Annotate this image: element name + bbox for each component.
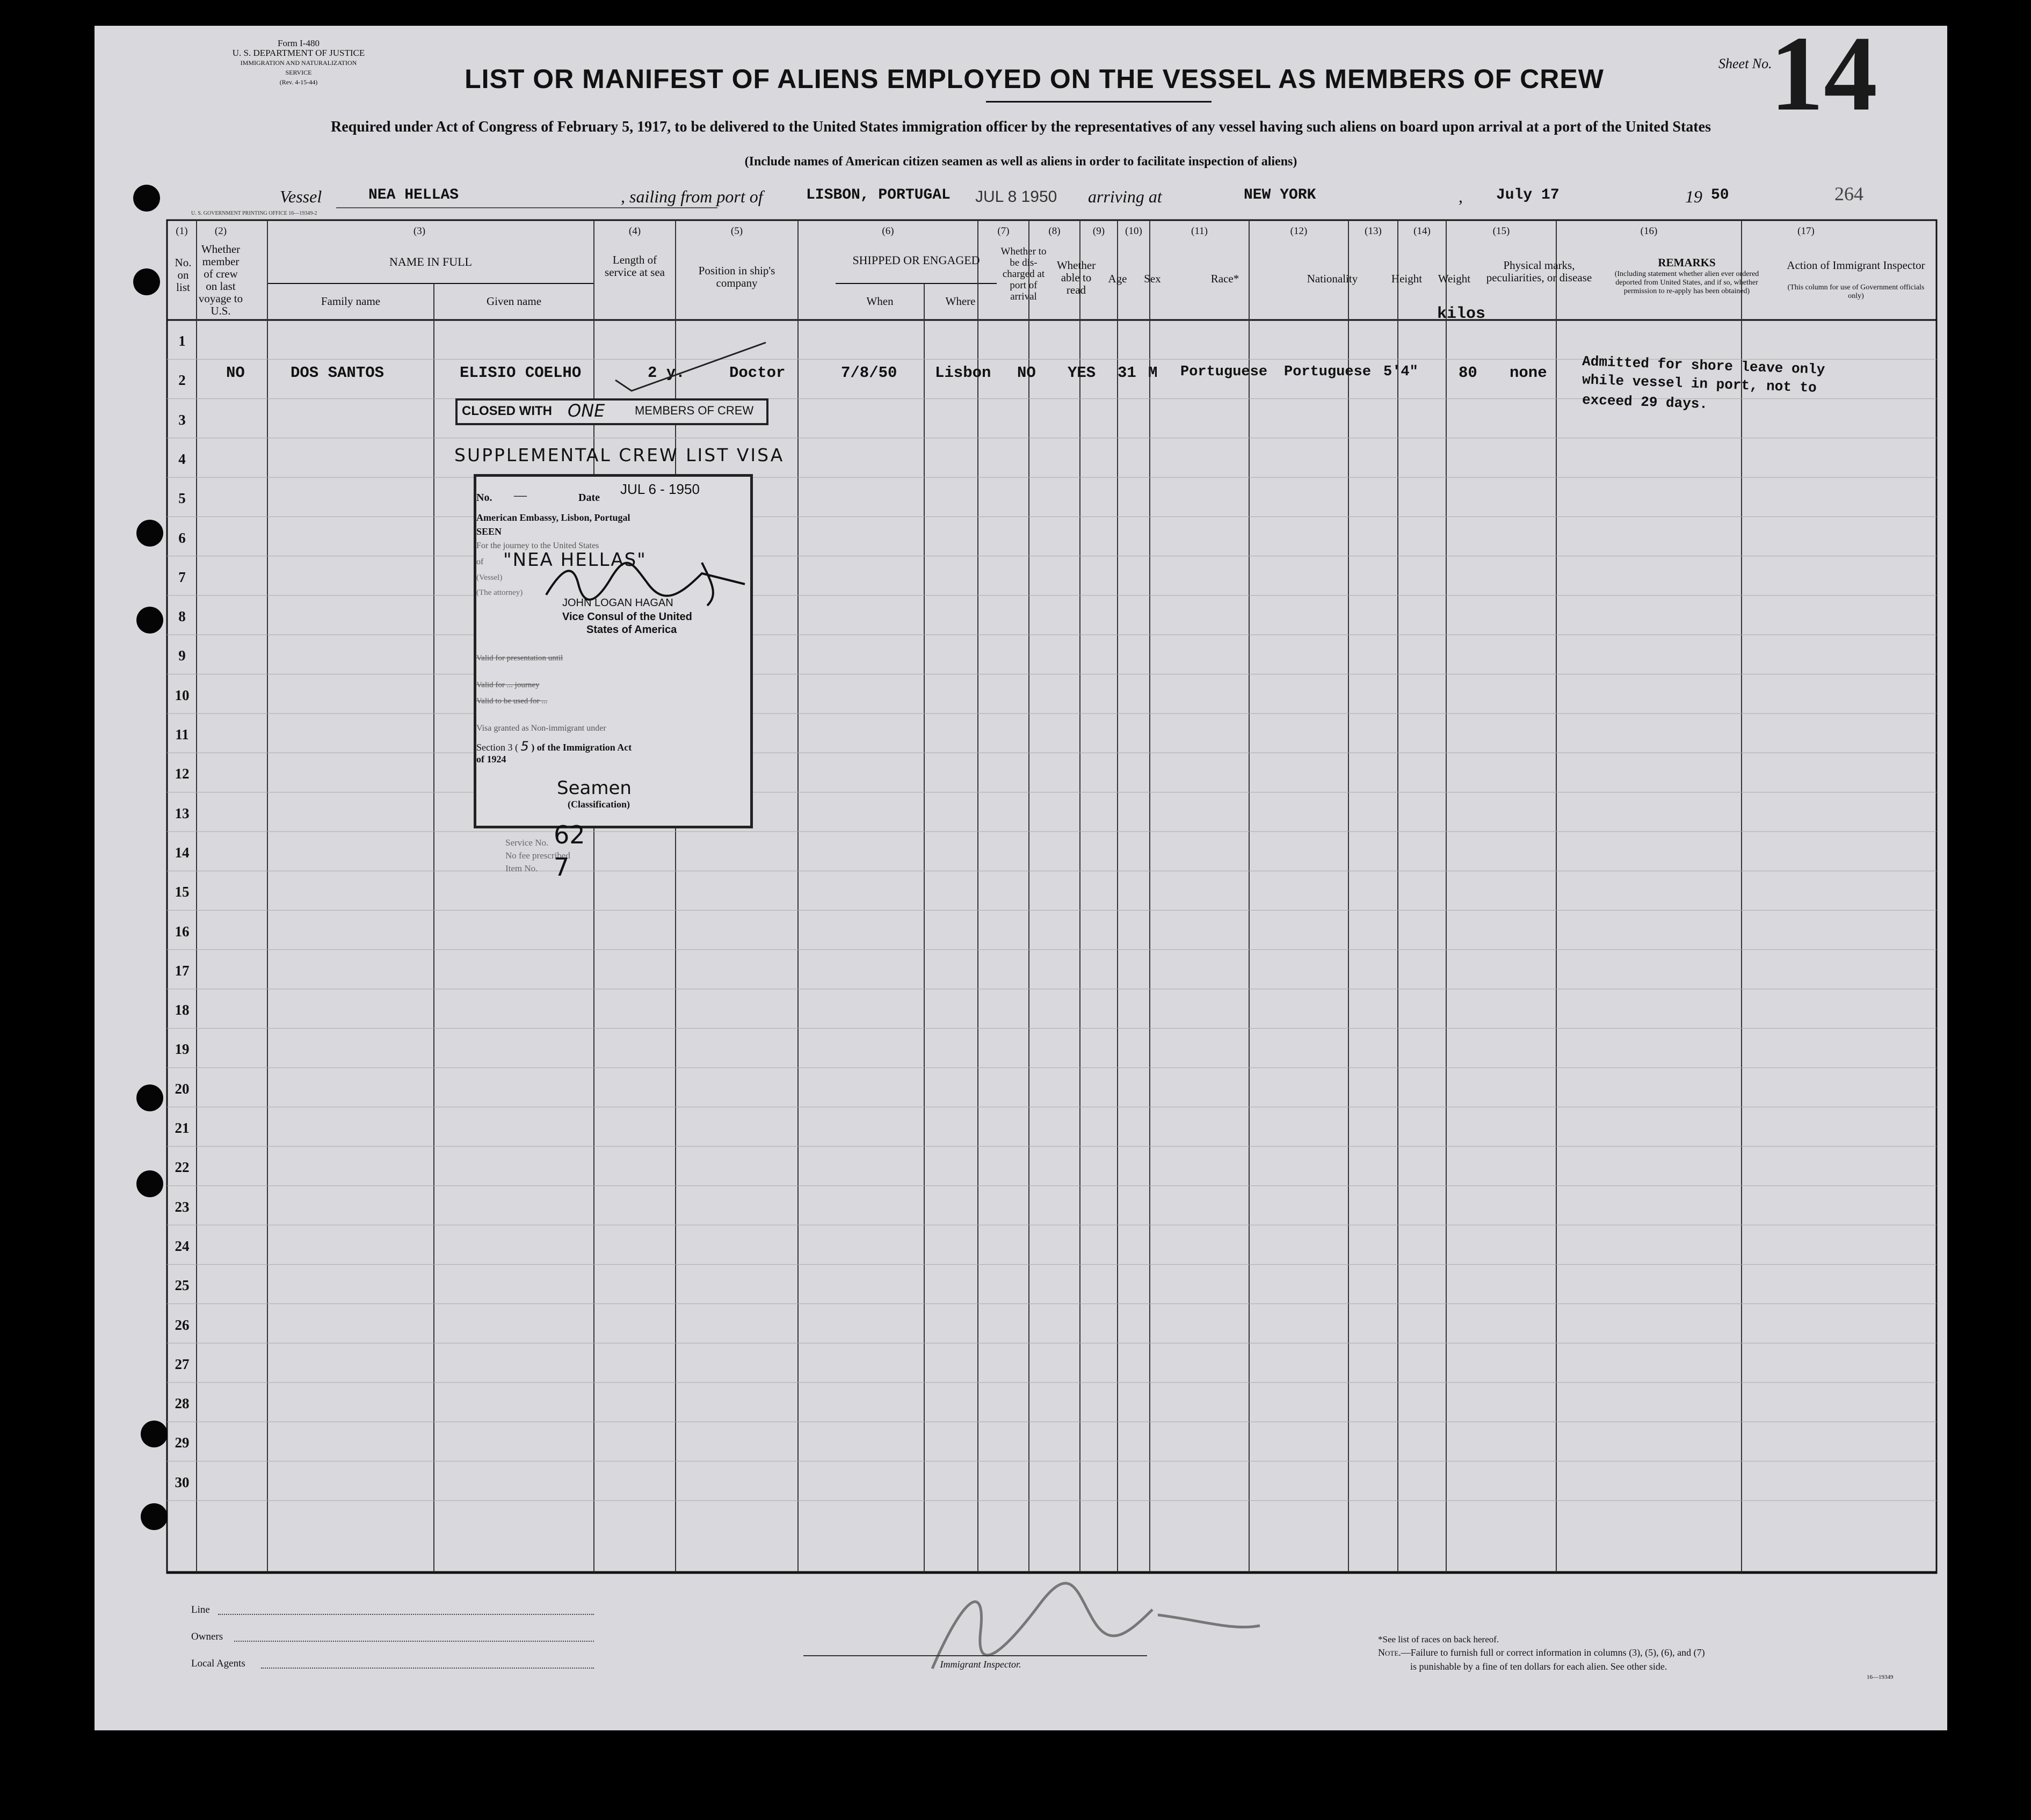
visa-admit-1: Visa granted as Non-immigrant under — [476, 724, 606, 733]
page-number: 264 — [1834, 183, 1863, 205]
row-number: 20 — [175, 1080, 190, 1097]
service-fee: No fee prescribed — [505, 850, 570, 861]
discharged-value: NO — [1017, 364, 1036, 382]
footer-owners-label: Owners — [191, 1631, 223, 1642]
row-number: 7 — [178, 569, 186, 585]
vessel-name: NEA HELLAS — [368, 187, 459, 203]
footer-owners-rule — [234, 1641, 594, 1642]
header-race: Race* — [1210, 272, 1239, 285]
row-number: 6 — [178, 529, 186, 546]
fine-note-1 — [1378, 1647, 1705, 1658]
service-name: IMMIGRATION AND NATURALIZATION SERVICE — [240, 59, 357, 76]
visa-classification: Seamen — [557, 777, 632, 799]
visa-admit-3: of 1924 — [476, 754, 506, 765]
consul-title-1: Vice Consul of the United — [562, 611, 692, 623]
binder-hole — [141, 1503, 168, 1530]
row-number: 13 — [175, 805, 190, 821]
column-number: (16) — [1640, 225, 1658, 237]
port-from: LISBON, PORTUGAL — [806, 187, 951, 203]
column-number: (13) — [1365, 225, 1382, 237]
visa-vessel-caption: (Vessel) — [476, 573, 503, 582]
row-number: 27 — [175, 1356, 190, 1372]
column-number: (10) — [1125, 225, 1142, 237]
closed-with-stamp — [455, 398, 768, 425]
row-number: 17 — [175, 962, 190, 979]
row-number: 11 — [175, 726, 189, 742]
row-number: 5 — [178, 490, 186, 507]
races-note: *See list of races on back hereof. — [1378, 1634, 1499, 1644]
visa-heading: SUPPLEMENTAL CREW LIST VISA — [454, 445, 785, 465]
given-name-value: ELISIO COELHO — [460, 364, 582, 382]
row-number: 14 — [175, 844, 190, 861]
length-service-value: 2 y. — [648, 364, 685, 382]
service-no-value: 62 — [554, 820, 585, 849]
row-number: 28 — [175, 1395, 190, 1412]
header-discharged: Whether to be dis-charged at port of arrival — [1000, 246, 1047, 302]
read-value: YES — [1068, 364, 1096, 382]
row-number: 21 — [175, 1120, 190, 1136]
visa-seen: SEEN — [476, 526, 502, 537]
page-title: LIST OR MANIFEST OF ALIENS EMPLOYED ON THE VESSEL AS MEMBERS OF CREW — [465, 64, 1604, 94]
binder-hole — [136, 1084, 163, 1111]
department: U. S. DEPARTMENT OF JUSTICE — [232, 48, 365, 58]
binder-hole — [133, 268, 160, 295]
visa-struck-1: Valid for presentation until — [476, 654, 563, 663]
family-name-value: DOS SANTOS — [291, 364, 385, 382]
inspector-label: Immigrant Inspector. — [940, 1659, 1021, 1670]
header-age: Age — [1108, 272, 1127, 285]
member-prev-value: NO — [226, 364, 245, 382]
visa-stamp — [474, 474, 753, 828]
sex-value: M — [1148, 364, 1158, 382]
column-number: (17) — [1797, 225, 1815, 237]
position-value: Doctor — [729, 364, 786, 382]
row-number: 2 — [178, 372, 186, 389]
header-position: Position in ship's company — [698, 264, 775, 289]
row-number: 10 — [175, 687, 190, 703]
visa-no-label: No. — [476, 492, 492, 504]
sheet-number: 14 — [1770, 14, 1877, 133]
form-id: Form I-480 — [278, 38, 320, 48]
row-number: 4 — [178, 450, 186, 467]
header-read: Whether able to read — [1056, 259, 1096, 296]
page-subtitle: Required under Act of Congress of February 5, 1917, to be delivered to the United States immigration officer by the representatives of any vessel having such aliens on board upon arrival at a port of the United States — [331, 119, 1711, 135]
header-no-on-list: No. on list — [175, 256, 192, 294]
binder-hole — [133, 185, 160, 212]
nationality-value: Portuguese — [1284, 364, 1372, 380]
header-shipped: SHIPPED OR ENGAGED — [852, 253, 980, 267]
header-nationality: Nationality — [1307, 272, 1358, 285]
note-label: Note. — [1378, 1647, 1401, 1658]
visa-journey: For the journey to the United States — [476, 541, 599, 550]
remarks-line-3: exceed 29 days. — [1582, 391, 1708, 413]
port-to: NEW YORK — [1244, 187, 1316, 203]
visa-admit-class: 5 — [520, 739, 529, 754]
column-number: (4) — [628, 225, 641, 237]
column-number: (1) — [176, 225, 188, 237]
column-number: (11) — [1191, 225, 1208, 237]
footer-line-label: Line — [191, 1604, 210, 1615]
row-number: 30 — [175, 1474, 190, 1490]
header-where: Where — [945, 295, 976, 308]
include-note: (Include names of American citizen seamen as well as aliens in order to facilitate inspection of aliens) — [744, 155, 1297, 169]
header-when: When — [866, 295, 894, 308]
manifest-sheet — [95, 14, 1947, 1730]
closed-count: ONE — [568, 401, 605, 421]
binder-hole — [136, 1170, 163, 1197]
printing-office: U. S. GOVERNMENT PRINTING OFFICE 16—19349-2 — [191, 210, 317, 216]
visa-no-value: — — [514, 489, 527, 503]
visa-classification-label: (Classification) — [568, 799, 630, 810]
header-action-sub: (This column for use of Government officials only) — [1787, 283, 1925, 300]
row-number: 23 — [175, 1198, 190, 1215]
vessel-label: Vessel — [280, 187, 322, 206]
arriving-label: arriving at — [1088, 187, 1162, 206]
binder-hole — [136, 607, 163, 634]
row-number: 29 — [175, 1435, 190, 1451]
visa-struck-2: Valid for ... journey — [476, 681, 540, 689]
column-number: (2) — [214, 225, 227, 237]
header-weight: Weight — [1438, 272, 1471, 285]
row-number: 15 — [175, 884, 190, 900]
consul-title-2: States of America — [586, 624, 677, 636]
column-number: (7) — [997, 225, 1010, 237]
row-number: 9 — [178, 647, 186, 664]
visa-struck-3: Valid to be used for ... — [476, 697, 548, 705]
visa-of-label: of — [476, 557, 484, 566]
when-value: 7/8/50 — [841, 364, 897, 382]
binder-hole — [141, 1421, 168, 1447]
visa-date-label: Date — [578, 492, 600, 504]
footer-line-rule — [218, 1614, 594, 1615]
visa-admit-act: ) of the Immigration Act — [531, 742, 632, 753]
remarks-line-2: while vessel in port, not to — [1582, 372, 1817, 396]
row-number: 12 — [175, 766, 190, 782]
header-member-prev: Whether member of crew on last voyage to U.S. — [198, 243, 243, 317]
header-sex: Sex — [1144, 272, 1161, 285]
row-number: 22 — [175, 1159, 190, 1176]
weight-unit: kilos — [1437, 305, 1486, 323]
sailing-label: , sailing from port of — [621, 187, 763, 206]
age-value: 31 — [1118, 364, 1136, 382]
arrival-year: 50 — [1711, 187, 1729, 203]
column-number: (5) — [730, 225, 743, 237]
service-item-value: 7 — [554, 853, 570, 882]
arrival-date: July 17 — [1496, 187, 1559, 203]
fine-note-2: is punishable by a fine of ten dollars for each alien. See other side. — [1410, 1661, 1667, 1672]
race-value: Portuguese — [1180, 364, 1268, 380]
column-number: (12) — [1290, 225, 1308, 237]
consul-name: JOHN LOGAN HAGAN — [562, 597, 673, 609]
row-number: 1 — [178, 333, 186, 349]
row-number: 18 — [175, 1002, 190, 1018]
column-number: (14) — [1413, 225, 1431, 237]
visa-vessel: "NEA HELLAS" — [503, 549, 647, 571]
header-length-service: Length of service at sea — [605, 253, 665, 279]
header-family-name: Family name — [321, 295, 381, 308]
service-item-label: Item No. — [505, 863, 538, 873]
note-text: —Failure to furnish full or correct information in columns (3), (5), (6), and (7) — [1401, 1647, 1705, 1658]
physical-value: none — [1510, 364, 1547, 382]
height-value: 5'4" — [1383, 364, 1418, 380]
visa-embassy: American Embassy, Lisbon, Portugal — [476, 512, 630, 523]
footer-agents-rule — [261, 1668, 594, 1669]
visa-attorney-caption: (The attorney) — [476, 588, 523, 597]
binder-hole — [136, 520, 163, 547]
row-number: 26 — [175, 1316, 190, 1333]
header-given-name: Given name — [486, 295, 542, 308]
column-number: (15) — [1492, 225, 1510, 237]
row-number: 19 — [175, 1041, 190, 1058]
row-number: 3 — [178, 411, 186, 428]
closed-suffix: MEMBERS OF CREW — [635, 404, 754, 417]
weight-value: 80 — [1459, 364, 1477, 382]
column-number: (9) — [1092, 225, 1105, 237]
form-rev: (Rev. 4-15-44) — [279, 78, 318, 86]
form-code: 16—19349 — [1867, 1674, 1894, 1680]
header-action: Action of Immigrant Inspector — [1787, 259, 1925, 272]
comma: , — [1459, 187, 1463, 206]
closed-prefix: CLOSED WITH — [462, 404, 552, 418]
service-no-label: Service No. — [505, 838, 549, 848]
year-prefix: 19 — [1685, 187, 1702, 206]
check-mark — [610, 337, 771, 396]
sheet-label: Sheet No. — [1718, 56, 1772, 71]
column-number: (6) — [882, 225, 894, 237]
inspector-rule — [803, 1655, 1147, 1656]
row-number: 16 — [175, 923, 190, 940]
header-remarks-sub: (Including statement whether alien ever ordered deported from United States, and if so, whether permission to re-apply has been obtained) — [1614, 270, 1759, 295]
where-value: Lisbon — [935, 364, 991, 382]
column-number: (3) — [413, 225, 426, 237]
row-number: 24 — [175, 1237, 190, 1254]
visa-date-value: JUL 6 - 1950 — [620, 481, 700, 497]
footer-agents-label: Local Agents — [191, 1658, 245, 1669]
departure-date-stamp: JUL 8 1950 — [975, 188, 1057, 206]
header-name-in-full: NAME IN FULL — [389, 255, 472, 268]
header-height: Height — [1391, 272, 1423, 285]
visa-admit-section: Section 3 ( — [476, 742, 518, 753]
row-number: 8 — [178, 608, 186, 625]
header-remarks: REMARKS — [1658, 256, 1716, 269]
visa-admit-2 — [476, 739, 632, 754]
remarks-line-1: Admitted for shore leave only — [1582, 353, 1825, 378]
header-physical: Physical marks, peculiarities, or disease — [1486, 259, 1592, 284]
column-number: (8) — [1048, 225, 1061, 237]
row-number: 25 — [175, 1277, 190, 1294]
